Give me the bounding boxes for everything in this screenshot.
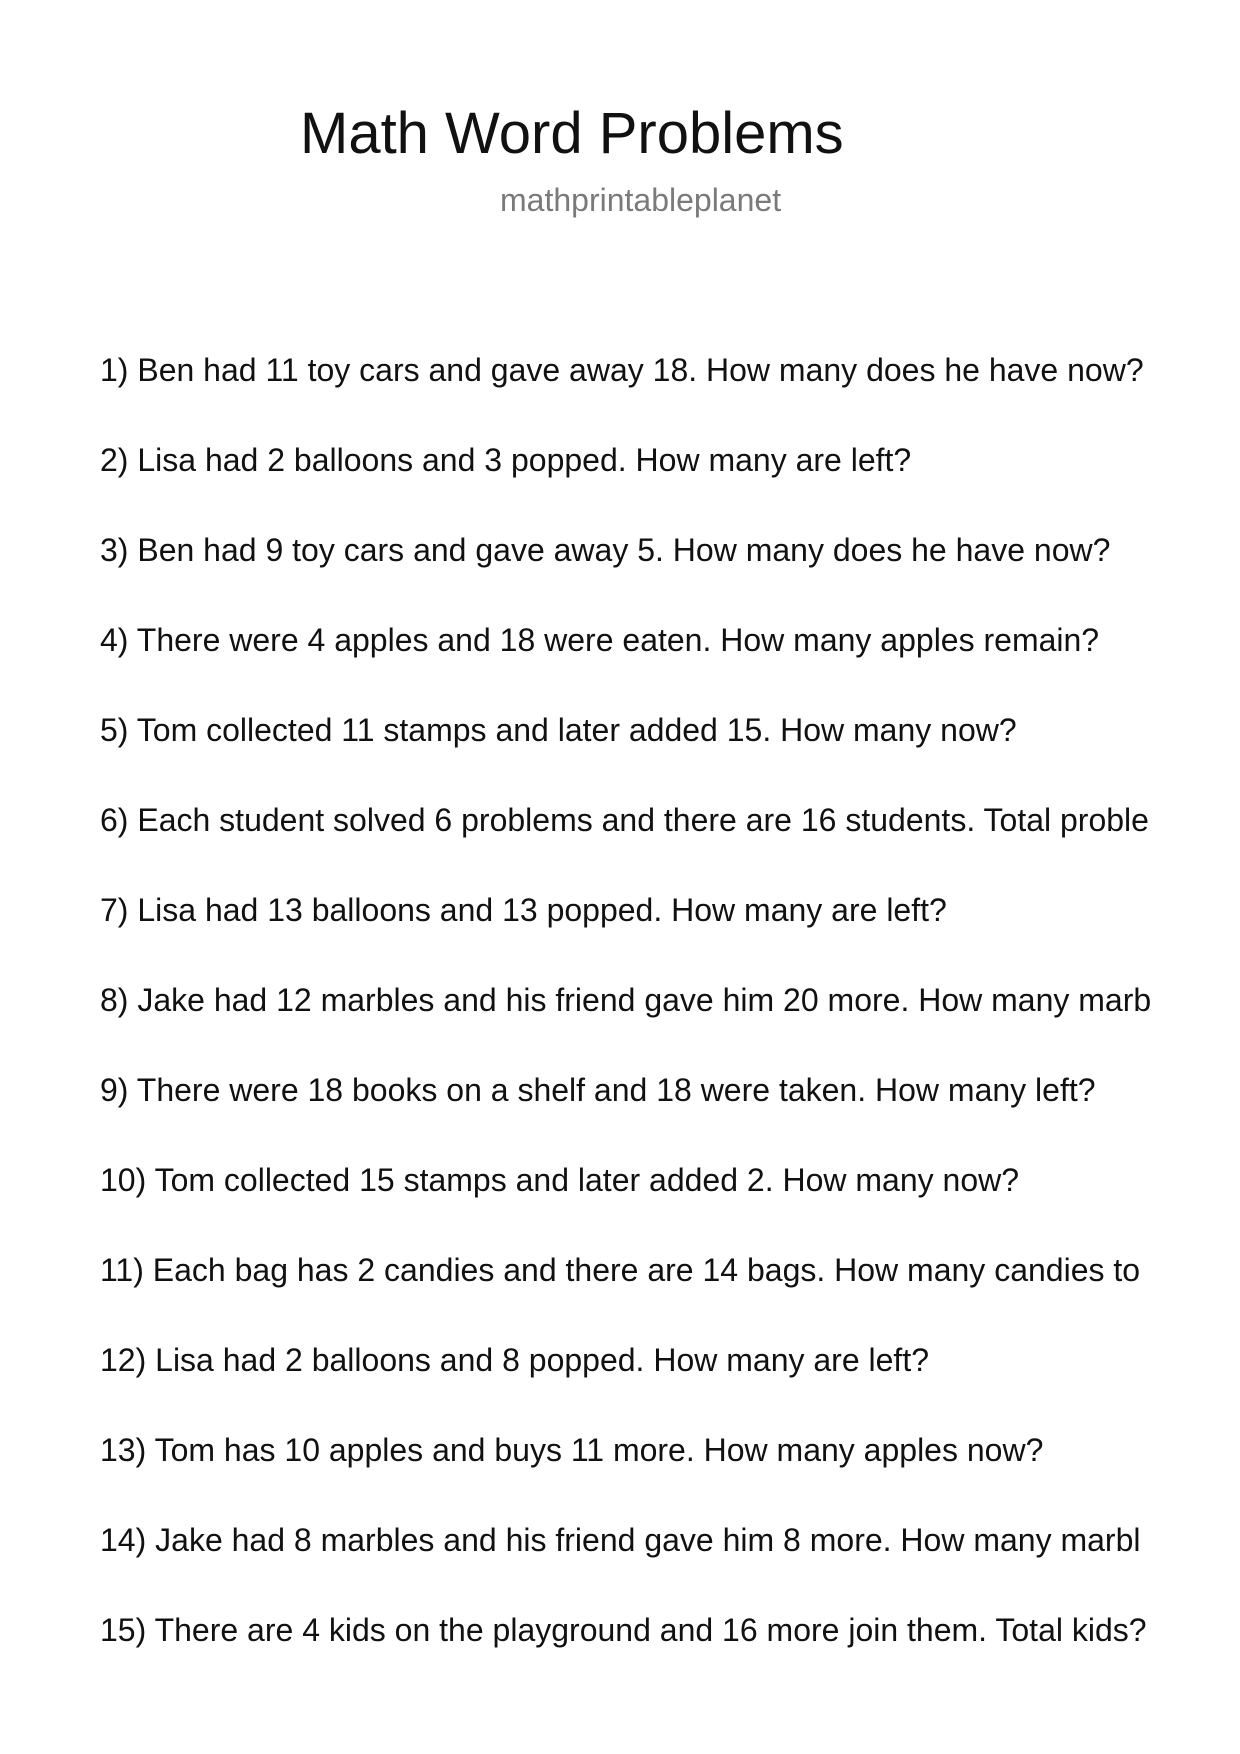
problem-item-1: 1) Ben had 11 toy cars and gave away 18. How many does he have now? <box>100 352 1144 388</box>
problem-item-6: 6) Each student solved 6 problems and there are 16 students. Total proble <box>100 802 1149 838</box>
problem-item-14: 14) Jake had 8 marbles and his friend gave him 8 more. How many marbl <box>100 1522 1141 1558</box>
problem-item-5: 5) Tom collected 11 stamps and later added 15. How many now? <box>100 712 1017 748</box>
problem-item-12: 12) Lisa had 2 balloons and 8 popped. How many are left? <box>100 1342 929 1378</box>
page-title: Math Word Problems <box>300 101 844 166</box>
problem-list <box>100 345 1240 1695</box>
problem-item-3: 3) Ben had 9 toy cars and gave away 5. How many does he have now? <box>100 532 1111 568</box>
problem-item-13: 13) Tom has 10 apples and buys 11 more. How many apples now? <box>100 1432 1044 1468</box>
problem-item-10: 10) Tom collected 15 stamps and later added 2. How many now? <box>100 1162 1020 1198</box>
problem-item-8: 8) Jake had 12 marbles and his friend gave him 20 more. How many marb <box>100 982 1152 1018</box>
problem-item-15: 15) There are 4 kids on the playground and 16 more join them. Total kids? <box>100 1612 1147 1648</box>
problem-item-7: 7) Lisa had 13 balloons and 13 popped. How many are left? <box>100 892 947 928</box>
page-subtitle: mathprintableplanet <box>500 182 782 218</box>
problem-item-11: 11) Each bag has 2 candies and there are 14 bags. How many candies to <box>100 1252 1141 1288</box>
problem-item-9: 9) There were 18 books on a shelf and 18 were taken. How many left? <box>100 1072 1096 1108</box>
problem-item-4: 4) There were 4 apples and 18 were eaten. How many apples remain? <box>100 622 1100 658</box>
problem-item-2: 2) Lisa had 2 balloons and 3 popped. How many are left? <box>100 442 912 478</box>
